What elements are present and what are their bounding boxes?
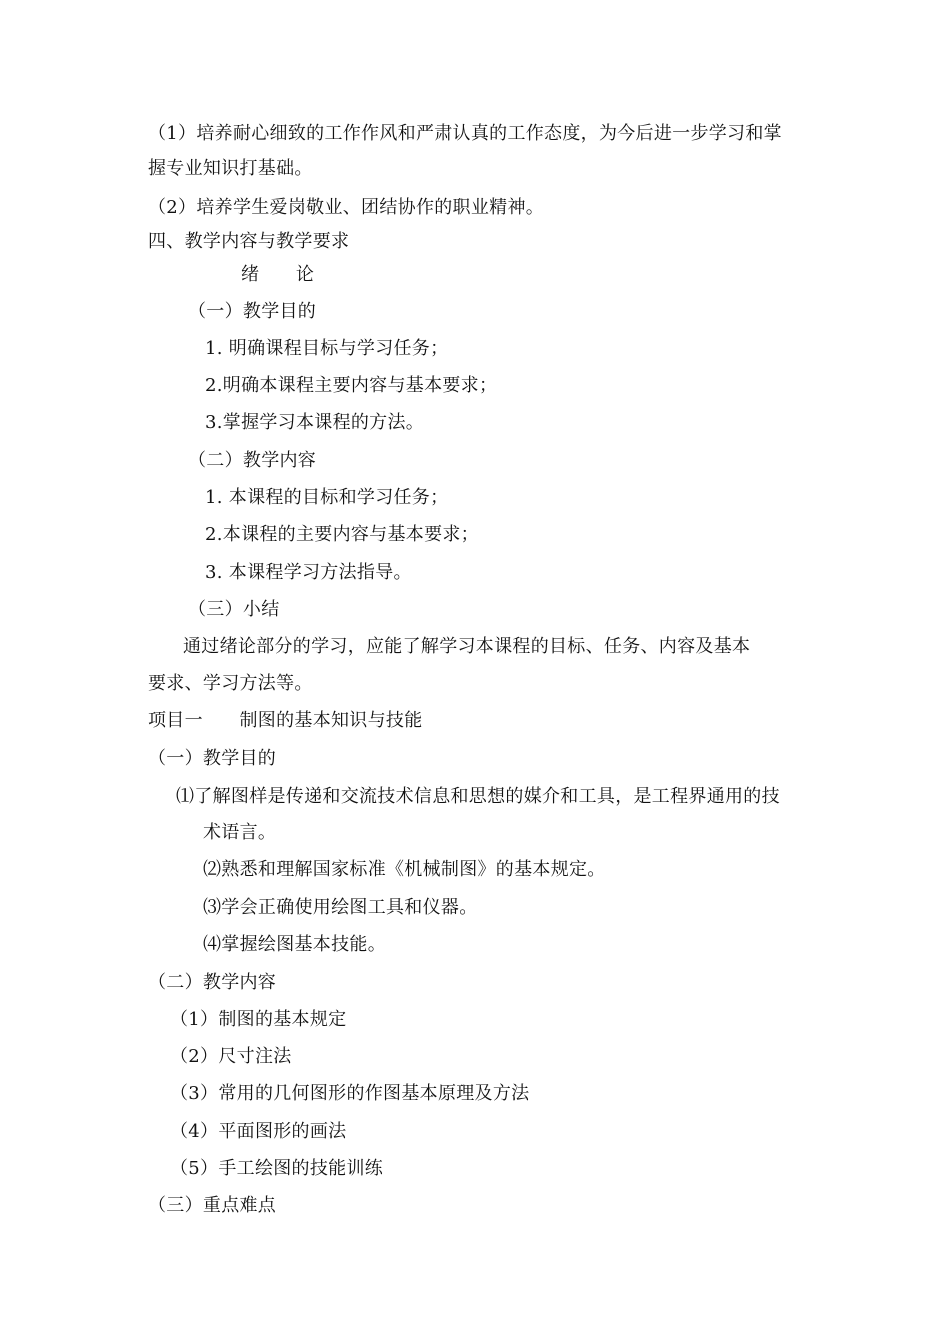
project-1-content-item: （4）平面图形的画法 <box>170 1121 347 1142</box>
intro-objectives-heading: （一）教学目的 <box>188 301 317 322</box>
intro-summary-line-1: 通过绪论部分的学习，应能了解学习本课程的目标、任务、内容及基本 <box>183 636 751 657</box>
intro-objective-item: 1. 明确课程目标与学习任务； <box>205 338 449 359</box>
intro-objective-item: 2.明确本课程主要内容与基本要求； <box>205 375 498 396</box>
intro-content-item: 2.本课程的主要内容与基本要求； <box>205 524 479 545</box>
goal-item-1-line-2: 握专业知识打基础。 <box>148 158 313 179</box>
intro-content-heading: （二）教学内容 <box>188 450 317 471</box>
project-1-objectives-heading: （一）教学目的 <box>148 748 277 769</box>
project-1-objective-1-line-2: 术语言。 <box>203 822 277 843</box>
goal-item-2: （2）培养学生爱岗敬业、团结协作的职业精神。 <box>148 197 545 218</box>
project-1-content-heading: （二）教学内容 <box>148 972 277 993</box>
project-1-content-item: （5）手工绘图的技能训练 <box>170 1158 384 1179</box>
intro-summary-line-2: 要求、学习方法等。 <box>148 673 313 694</box>
intro-objective-item: 3.掌握学习本课程的方法。 <box>205 412 425 433</box>
goal-item-1-line-1: （1）培养耐心细致的工作作风和严肃认真的工作态度，为今后进一步学习和掌 <box>148 123 782 144</box>
project-1-objective-2: ⑵熟悉和理解国家标准《机械制图》的基本规定。 <box>203 859 606 880</box>
intro-title: 绪 论 <box>241 264 315 285</box>
intro-summary-heading: （三）小结 <box>188 599 280 620</box>
project-1-content-item: （3）常用的几何图形的作图基本原理及方法 <box>170 1083 530 1104</box>
project-1-key-points-heading: （三）重点难点 <box>148 1195 277 1216</box>
intro-content-item: 3. 本课程学习方法指导。 <box>205 562 412 583</box>
intro-content-item: 1. 本课程的目标和学习任务； <box>205 487 449 508</box>
project-1-objective-1-line-1: ⑴了解图样是传递和交流技术信息和思想的媒介和工具，是工程界通用的技 <box>176 786 780 807</box>
section-heading: 四、教学内容与教学要求 <box>148 231 350 252</box>
project-1-content-item: （1）制图的基本规定 <box>170 1009 347 1030</box>
project-1-objective-3: ⑶学会正确使用绘图工具和仪器。 <box>203 897 478 918</box>
project-1-content-item: （2）尺寸注法 <box>170 1046 292 1067</box>
project-1-objective-4: ⑷掌握绘图基本技能。 <box>203 934 386 955</box>
project-1-title: 项目一 制图的基本知识与技能 <box>148 710 423 731</box>
